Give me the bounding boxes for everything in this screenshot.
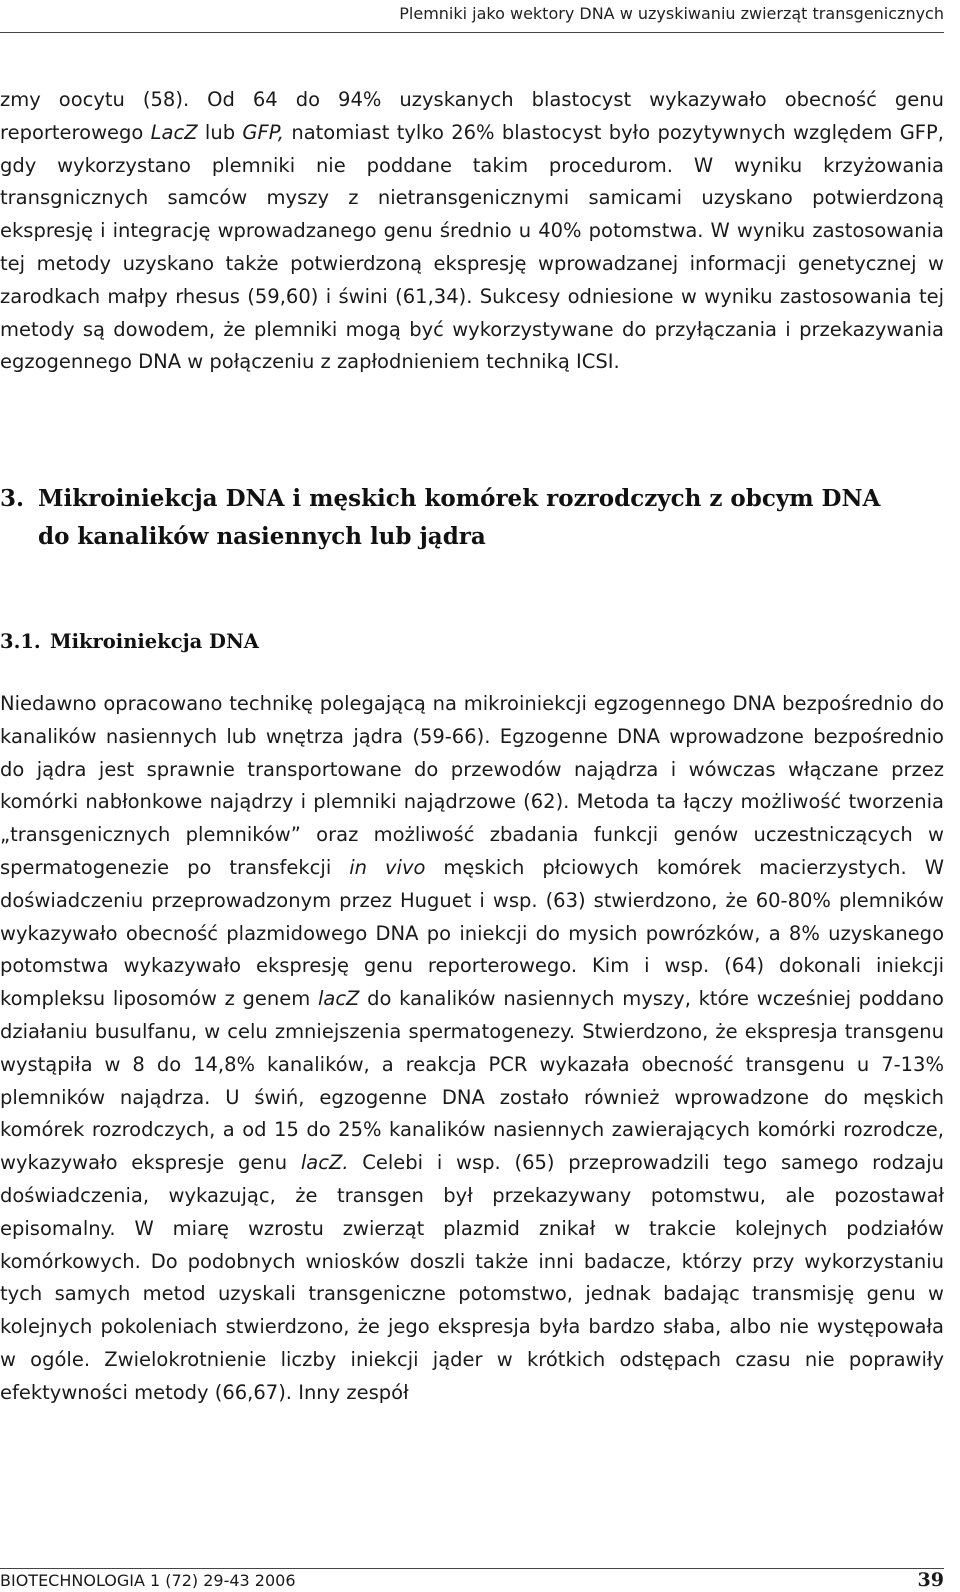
paragraph-1-text-a: zmy oocytu (58). Od 64 do 94% uzyskanych blastocyst wykazywało obecność genu reporterowego (0, 88, 944, 144)
header-rule (0, 32, 944, 33)
section-3-1-title: Mikroiniekcja DNA (50, 630, 259, 653)
paragraph-1 (0, 84, 944, 379)
paragraph-2-italic-lacz-2: lacZ. (300, 1151, 349, 1175)
section-3-title-line2: do kanalików nasiennych lub jądra (38, 523, 486, 550)
section-3-number: 3. (0, 485, 25, 512)
paragraph-1-italic-lacz: LacZ (150, 120, 198, 144)
paragraph-2-text-c: do kanalików nasiennych myszy, które wcześniej poddano działaniu busulfanu, w celu zmniejszenia spermatogenezy. Stwierdzono, że ekspresja transgenu wystąpiła w 8 do 14,8% kanalików, a reakcja PCR wykazała obecność transgenu u 7-13% plemników najądrza. U świń, egzogenne DNA zostało również wprowadzone do męskich komórek rozrodczych, a od 15 do 25% kanalików nasiennych zawierających komórki rozrodcze, wykazywało ekspresje genu (0, 987, 944, 1175)
section-3-1-heading (0, 626, 259, 658)
footer-journal: BIOTECHNOLOGIA 1 (72) 29-43 2006 (0, 1571, 296, 1590)
paragraph-2-text-d: Celebi i wsp. (65) przeprowadzili tego samego rodzaju doświadczenia, wykazując, że transgen był przekazywany potomstwu, ale pozostawał episomalny. W miarę wzrostu zwierząt plazmid znikał w trakcie kolejnych podziałów komórkowych. Do podobnych wniosków doszli także inni badacze, którzy przy wykorzystaniu tych samych metod uzyskali transgeniczne potomstwo, jednak badając transmisję genu w kolejnych pokoleniach stwierdzono, że jego ekspresja była bardzo słaba, albo nie występowała w ogóle. Zwielokrotnienie liczby iniekcji jąder w krótkich odstępach czasu nie poprawiły efektywności metody (66,67). Inny zespół (0, 1151, 944, 1404)
paragraph-2-text-a: Niedawno opracowano technikę polegającą na mikroiniekcji egzogennego DNA bezpośrednio do kanalików nasiennych lub wnętrza jądra (59-66). Egzogenne DNA wprowadzone bezpośrednio do jądra jest sprawnie transportowane do przewodów najądrza i wówczas włączane przez komórki nabłonkowe najądrzy i plemniki najądrzowe (62). Metoda ta łączy możliwość tworzenia „transgenicznych plemników” oraz możliwość zbadania funkcji genów uczestniczących w spermatogenezie po transfekcji (0, 692, 944, 879)
paragraph-1-text-b: lub (197, 120, 243, 144)
section-3-title-line1: Mikroiniekcja DNA i męskich komórek rozrodczych z obcym DNA (38, 485, 881, 512)
paragraph-2-italic-in-vivo: in vivo (349, 855, 426, 879)
paragraph-2-italic-lacz-1: lacZ (317, 987, 360, 1011)
running-header: Plemniki jako wektory DNA w uzyskiwaniu zwierząt transgenicznych (399, 4, 944, 23)
paragraph-1-text-c: natomiast tylko 26% blastocyst było pozytywnych względem GFP, gdy wykorzystano plemniki nie poddane takim procedurom. W wyniku krzyżowania transgnicznych samców myszy z nietransgenicznymi samicami uzyskano potwierdzoną ekspresję i integrację wprowadzanego genu średnio u 40% potomstwa. W wyniku zastosowania tej metody uzyskano także potwierdzoną ekspresję wprowadzanej informacji genetycznej w zarodkach małpy rhesus (59,60) i świni (61,34). Sukcesy odniesione w wyniku zastosowania tej metody są dowodem, że plemniki mogą być wykorzystywane do przyłączania i przekazywania egzogennego DNA w połączeniu z zapłodnieniem techniką ICSI. (0, 120, 944, 374)
page-number: 39 (917, 1569, 944, 1591)
paragraph-2-text-b: męskich płciowych komórek macierzystych. W doświadczeniu przeprowadzonym przez Huguet i wsp. (63) stwierdzono, że 60-80% plemników wykazywało obecność plazmidowego DNA po iniekcji do mysich powrózków, a 8% uzyskanego potomstwa wykazywało ekspresję genu reporterowego. Kim i wsp. (64) dokonali iniekcji kompleksu liposomów z genem (0, 855, 944, 1011)
paragraph-2 (0, 688, 944, 1410)
paragraph-1-italic-gfp: GFP, (242, 120, 285, 144)
section-3-1-number: 3.1. (0, 630, 41, 653)
section-3-heading (0, 480, 944, 556)
footer-rule (0, 1568, 944, 1569)
